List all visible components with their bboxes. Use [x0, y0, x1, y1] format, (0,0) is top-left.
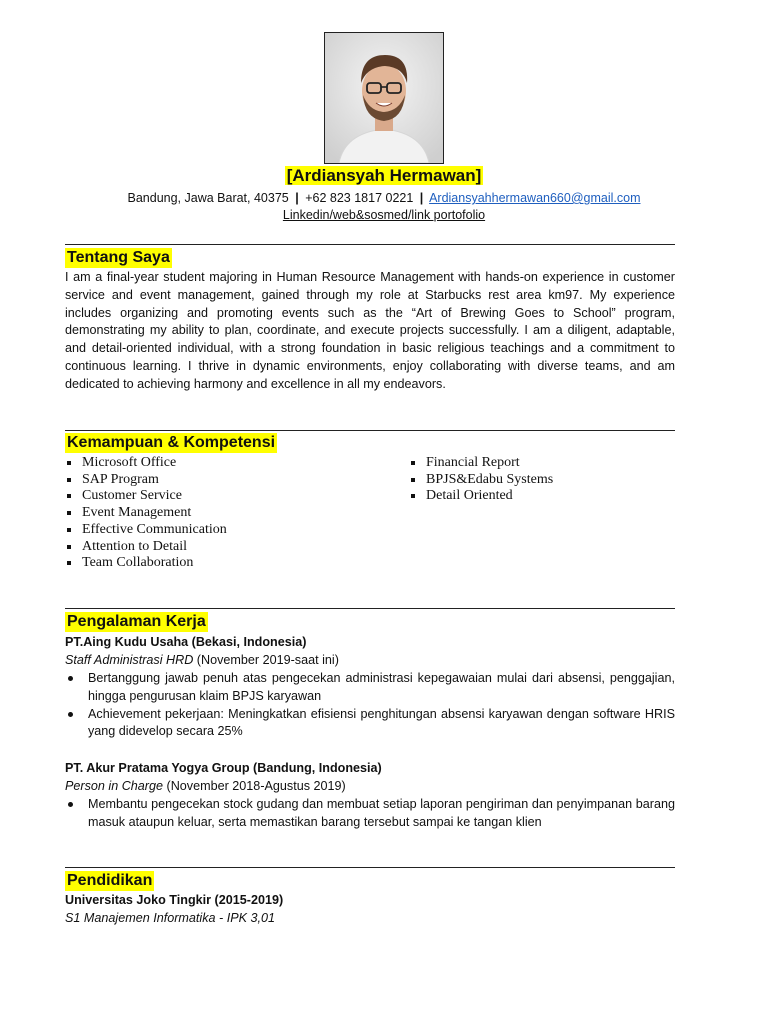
education-school: Universitas Joko Tingkir (2015-2019) — [65, 893, 284, 907]
address: Bandung, Jawa Barat, 40375 — [127, 191, 289, 205]
portfolio-links[interactable]: Linkedin/web&sosmed/link portofolio — [282, 208, 486, 222]
section-divider — [65, 867, 675, 868]
phone: +62 823 1817 0221 — [305, 191, 414, 205]
job-bullets — [65, 796, 675, 832]
skill-item: SAP Program — [65, 472, 227, 489]
job-bullet: Achievement pekerjaan: Meningkatkan efisiensi penghitungan absensi karyawan dengan software HRIS yang didevelop secara 25% — [65, 706, 675, 742]
job-bullet: Membantu pengecekan stock gudang dan membuat setiap laporan pengiriman dan penyimpanan barang masuk ataupun keluar, serta memastikan barang tersebut sampai ke tangan klien — [65, 796, 675, 832]
separator: | — [295, 191, 299, 205]
skills-list-left — [65, 455, 227, 572]
job-role-title: Staff Administrasi HRD — [65, 653, 194, 667]
skill-item: Effective Communication — [65, 522, 227, 539]
job-bullet: Bertanggung jawab penuh atas pengecekan administrasi kepegawaian mulai dari absensi, penggajian, hingga pengurusan klaim BPJS karyawan — [65, 670, 675, 706]
skill-item: Microsoft Office — [65, 455, 227, 472]
profile-photo — [324, 32, 444, 164]
skill-item: Customer Service — [65, 488, 227, 505]
job-role — [65, 779, 346, 793]
job-role-title: Person in Charge — [65, 779, 164, 793]
section-title-skills: Kemampuan & Kompetensi — [67, 434, 276, 451]
skill-item: Event Management — [65, 505, 227, 522]
skill-item: Attention to Detail — [65, 539, 227, 556]
section-divider — [65, 608, 675, 609]
job-company: PT. Akur Pratama Yogya Group (Bandung, Indonesia) — [65, 761, 382, 775]
skill-item: BPJS&Edabu Systems — [409, 472, 553, 489]
job-bullets — [65, 670, 675, 741]
about-text: I am a final-year student majoring in Human Resource Management with hands-on experience in customer service and event management, gained through my role at Starbucks rest area km97. My experience includes organizing and promoting events such as the “Art of Brewing Goes to School” program, demonstrating my ability to plan, coordinate, and execute projects successfully. I am a diligent, adaptable, and detail-oriented individual, with a strong foundation in basic religious teachings and a commitment to continuous learning. I thrive in dynamic environments, enjoy collaborating with diverse teams, and am dedicated to achieving harmony and excellence in all my endeavors. — [65, 270, 675, 391]
section-title-about: Tentang Saya — [67, 249, 170, 266]
section-divider — [65, 430, 675, 431]
separator: | — [419, 191, 424, 205]
job-role — [65, 653, 339, 667]
education-degree: S1 Manajemen Informatika - IPK 3,01 — [65, 911, 275, 925]
skill-item: Financial Report — [409, 455, 553, 472]
job-period: (November 2018-Agustus 2019) — [163, 779, 346, 793]
skill-item: Team Collaboration — [65, 555, 227, 572]
contact-line — [0, 191, 768, 205]
section-divider — [65, 244, 675, 245]
skills-list-right — [409, 455, 553, 505]
section-title-experience: Pengalaman Kerja — [67, 613, 206, 630]
section-title-education: Pendidikan — [67, 872, 153, 889]
job-company: PT.Aing Kudu Usaha (Bekasi, Indonesia) — [65, 635, 307, 649]
email-link[interactable]: Ardiansyahhermawan660@gmail.com — [429, 191, 641, 205]
candidate-name — [0, 166, 768, 186]
skill-item: Detail Oriented — [409, 488, 553, 505]
candidate-name-text: [Ardiansyah Hermawan] — [286, 166, 482, 185]
job-period: (November 2019-saat ini) — [193, 653, 339, 667]
